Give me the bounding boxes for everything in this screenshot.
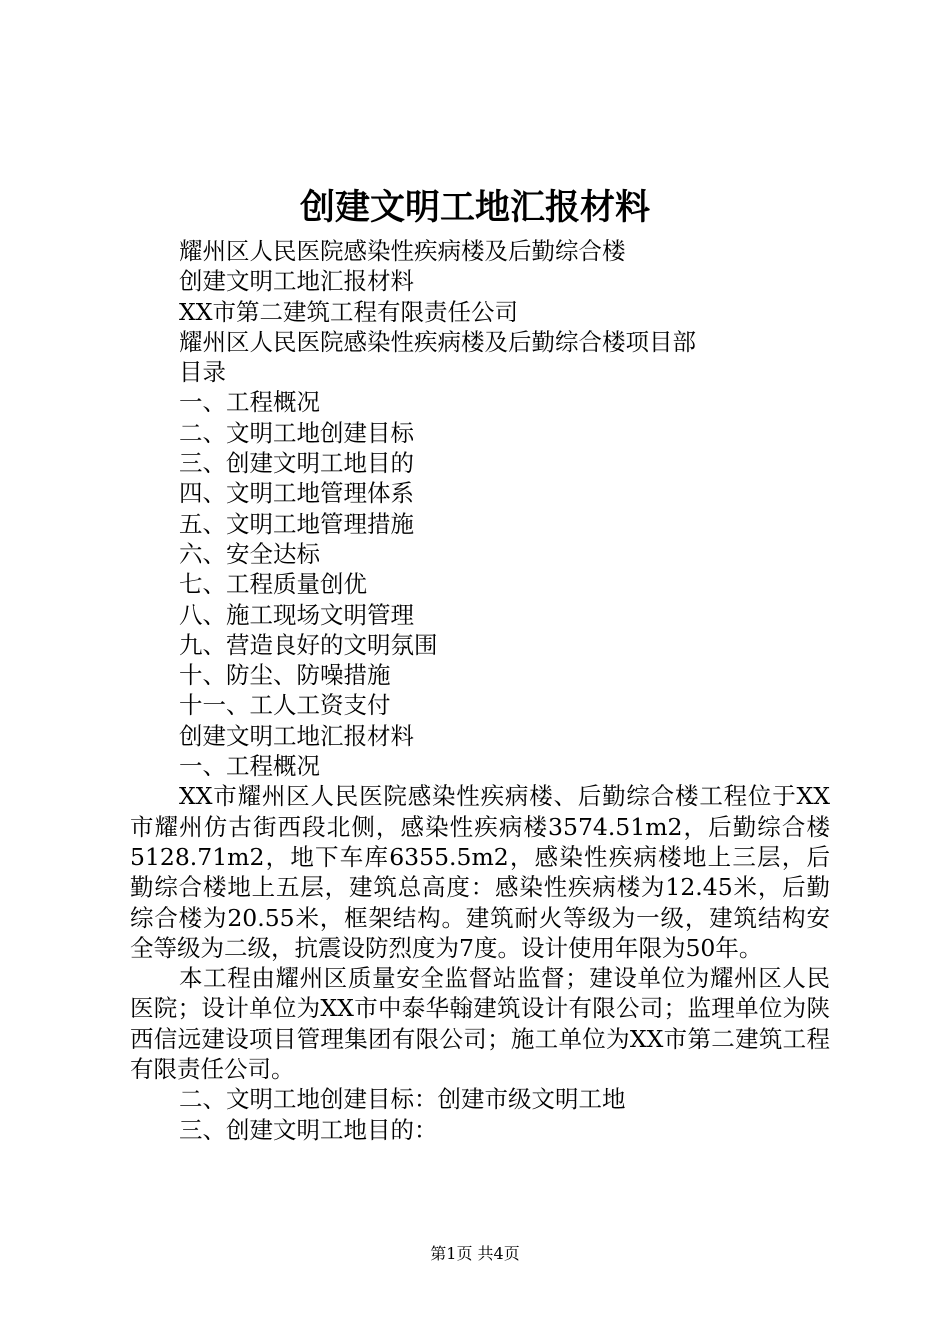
header-line-report-title: 创建文明工地汇报材料 [179,267,414,296]
toc-item: 三、创建文明工地目的 [179,449,414,478]
toc-item: 一、工程概况 [179,388,320,417]
section-heading-purpose: 三、创建文明工地目的： [179,1115,438,1144]
overview-paragraph-1: XX市耀州区人民医院感染性疾病楼、后勤综合楼工程位于XX市耀州仿古街西段北侧，感染性疾病楼3574.51m2，后勤综合楼5128.71m2，地下车库6355.5m2，感染性疾病楼地上三层，后勤综合楼地上五层，建筑总高度：感染性疾病楼为12.45米，后勤综合楼为20.55米，框架结构。建筑耐火等级为一级，建筑结构安全等级为二级，抗震设防烈度为7度。设计使用年限为50年。 [130,782,830,962]
toc-item: 七、工程质量创优 [179,570,367,599]
toc-item: 九、营造良好的文明氛围 [179,630,438,659]
toc-item: 八、施工现场文明管理 [179,600,414,629]
section-heading-goal: 二、文明工地创建目标：创建市级文明工地 [179,1085,626,1114]
toc-item: 二、文明工地创建目标 [179,418,414,447]
header-line-project-dept: 耀州区人民医院感染性疾病楼及后勤综合楼项目部 [179,327,696,356]
toc-item: 四、文明工地管理体系 [179,479,414,508]
document-body [130,236,830,1145]
overview-paragraph-2: 本工程由耀州区质量安全监督站监督；建设单位为耀州区人民医院；设计单位为XX市中泰华翰建筑设计有限公司；监理单位为陕西信远建设项目管理集团有限公司；施工单位为XX市第二建筑工程有限责任公司。 [130,964,830,1084]
section-heading-overview: 一、工程概况 [179,752,320,781]
header-line-company: XX市第二建筑工程有限责任公司 [179,297,518,326]
header-line-project: 耀州区人民医院感染性疾病楼及后勤综合楼 [179,237,626,265]
toc-item: 十一、工人工资支付 [179,691,391,720]
report-title-line: 创建文明工地汇报材料 [179,721,414,750]
toc-item: 五、文明工地管理措施 [179,509,414,538]
toc-item: 十、防尘、防噪措施 [179,661,391,690]
page-footer: 第1页 共4页 [430,1244,520,1263]
toc-item: 六、安全达标 [179,539,320,568]
document-title: 创建文明工地汇报材料 [299,187,650,228]
toc-heading: 目录 [179,358,226,387]
